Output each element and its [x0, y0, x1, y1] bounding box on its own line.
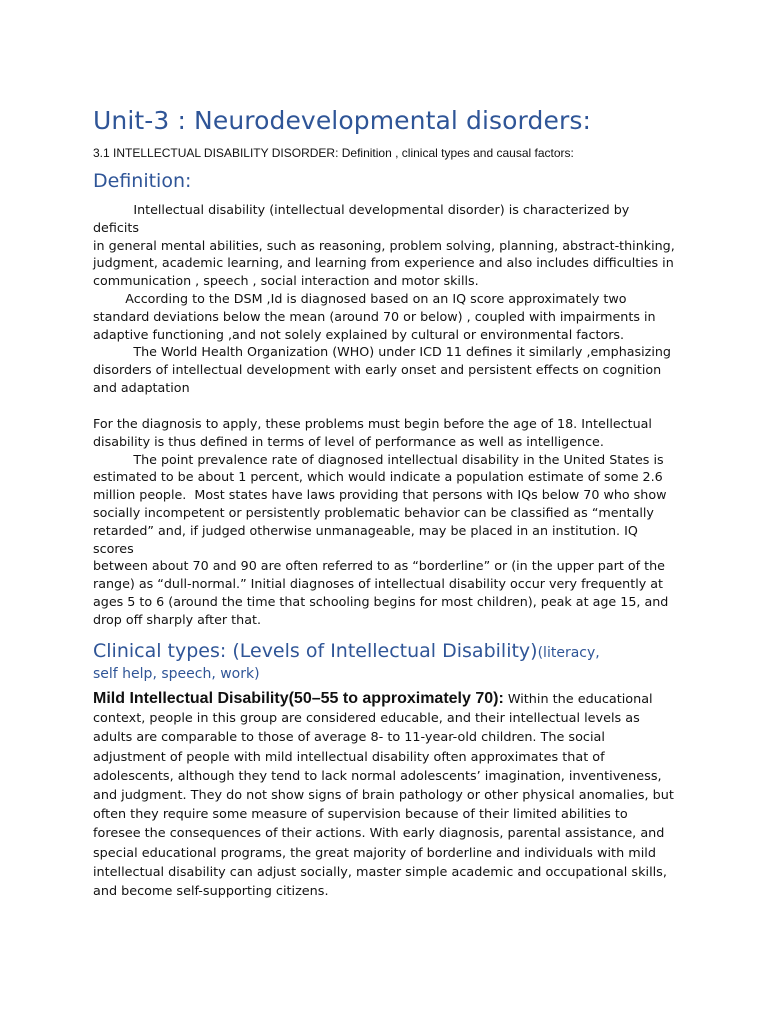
- clinical-types-note: (literacy, self help, speech, work): [93, 645, 600, 682]
- prevalence-paragraph: For the diagnosis to apply, these problems must begin before the age of 18. Intellectual disability is thus defined in terms of level of performance as well as intelligence. The point prevalence rate of diagnosed intellectual disability in the United States is estimated to be about 1 percent, which would indicate a population estimate of some 2.6 million people. Most states have laws providing that persons with IQs below 70 who show socially incompetent or persistently problematic behavior can be classified as “mentally retarded” and, if judged otherwise unmanageable, may be placed in an institution. IQ scores between about 70 and 90 are often referred to as “borderline” or (in the upper part of the range) as “dull-normal.” Initial diagnoses of intellectual disability occur very frequently at ages 5 to 6 (around the time that schooling begins for most children), peak at age 15, and drop off sharply after that.: [93, 416, 669, 627]
- mild-disability-paragraph: [93, 689, 678, 901]
- definition-heading: Definition:: [93, 170, 192, 192]
- section-subtitle: 3.1 INTELLECTUAL DISABILITY DISORDER: Definition , clinical types and causal factors:: [93, 146, 574, 160]
- mild-disability-text: Within the educational context, people in this group are considered educable, and their intellectual levels as adults are comparable to those of average 8- to 11-year-old children. The social adjustment of people with mild intellectual disability often approximates that of adolescents, although they tend to lack normal adolescents’ imagination, inventiveness, and judgment. They do not show signs of brain pathology or other physical anomalies, but often they require some measure of supervision because of their limited abilities to foresee the consequences of their actions. With early diagnosis, parental assistance, and special educational programs, the great majority of borderline and individuals with mild intellectual disability can adjust socially, master simple academic and occupational skills, and become self-supporting citizens.: [93, 692, 674, 900]
- page-title: Unit-3 : Neurodevelopmental disorders:: [93, 106, 591, 135]
- dsm-who-paragraph: According to the DSM ,Id is diagnosed based on an IQ score approximately two standard deviations below the mean (around 70 or below) , coupled with impairments in adaptive functioning ,and not solely explained by cultural or environmental factors. The World Health Organization (WHO) under ICD 11 defines it similarly ,emphasizing disorders of intellectual development with early onset and persistent effects on cognition and adaptation: [93, 291, 671, 395]
- mild-disability-heading: Mild Intellectual Disability(50–55 to approximately 70): [93, 690, 499, 707]
- mild-disability-colon: :: [498, 690, 504, 707]
- definition-paragraph: Intellectual disability (intellectual developmental disorder) is characterized by deficits in general mental abilities, such as reasoning, problem solving, planning, abstract-thinking, judgment, academic learning, and learning from experience and also includes difficulties in communication , speech , social interaction and motor skills.: [93, 202, 675, 289]
- clinical-types-heading: [93, 641, 678, 684]
- clinical-types-title: Clinical types: (Levels of Intellectual Disability): [93, 640, 538, 662]
